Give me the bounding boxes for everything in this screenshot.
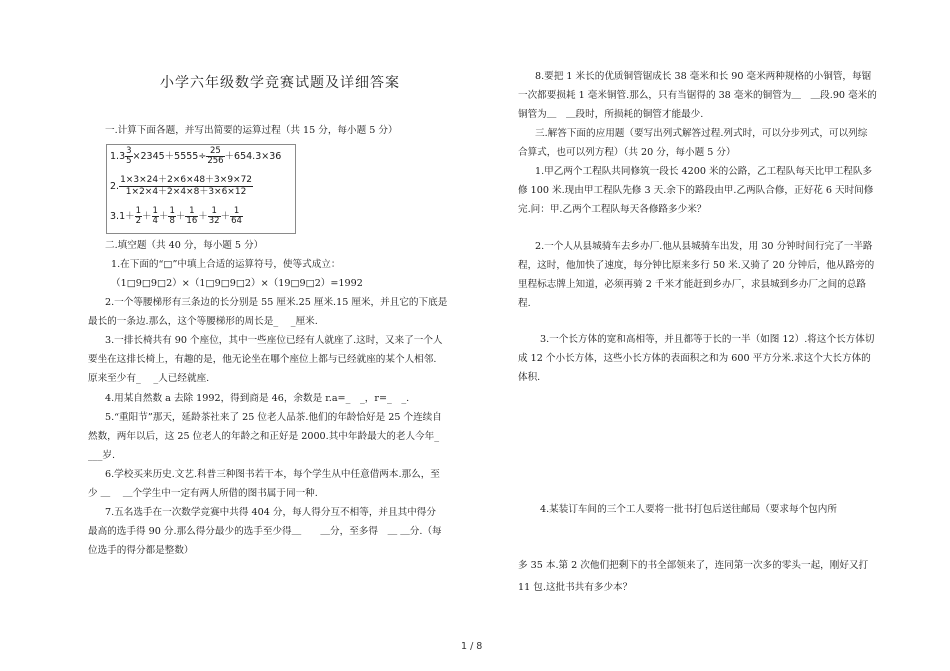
app-question-2-line-2: 程，这时，他加快了速度，每分钟比原来多行 50 米.又骑了 20 分钟后，他从路旁的 bbox=[518, 260, 875, 271]
calc-2-prefix: 2. bbox=[110, 181, 120, 192]
question-4: 4.用某自然数 a 去除 1992，得到商是 46，余数是 r.a=_ _，r=_ _. bbox=[105, 393, 410, 404]
page-title: 小学六年级数学竞赛试题及详细答案 bbox=[160, 75, 400, 91]
calc-1-prefix: 1.3 bbox=[110, 151, 126, 162]
fraction-denominator: 1×2×4＋2×4×8＋3×6×12 bbox=[125, 187, 247, 197]
question-3-line-1: 3.一排长椅共有 90 个座位，其中一些座位已经有人就座了.这时，又来了一个人 bbox=[105, 335, 443, 346]
question-1-line-1: 1.在下面的“□”中填上合适的运算符号，使等式成立： bbox=[111, 259, 341, 270]
calc-3-fraction-2 bbox=[152, 207, 159, 226]
fraction-numerator: 3 bbox=[126, 146, 132, 156]
question-1-line-2: （1□9□9□2）×（1□9□9□2）×（19□9□2）=1992 bbox=[111, 278, 363, 289]
section-3-heading-line-2: 合算式，也可以列方程）（共 20 分，每小题 5 分） bbox=[518, 147, 736, 158]
app-question-4-line-2: 多 35 本.第 2 次他们把剩下的书全部领来了，连同第一次多的零头一起，刚好又打 bbox=[518, 560, 869, 571]
question-6-line-2: 少 ＿ ＿个学生中一定有两人所借的图书属于同一种. bbox=[88, 488, 318, 499]
calc-1-fraction-2 bbox=[206, 147, 224, 166]
app-question-1-line-1: 1.甲乙两个工程队共同修筑一段长 4200 米的公路，乙工程队每天比甲工程队多 bbox=[535, 166, 873, 177]
app-question-3-line-2: 成 12 个小长方体，这些小长方体的表面积之和为 600 平方分米.求这个大长方体的 bbox=[518, 353, 871, 364]
section-1-heading: 一.计算下面各题，并写出简要的运算过程（共 15 分，每小题 5 分） bbox=[105, 125, 398, 136]
calc-problem-3: 3.1＋ $\frac{1}{2}$ ＋ $\frac{1}{4}$ ＋ $\frac{1}{8}$ ＋ $\frac{1}{16}$ ＋ $\frac{1}{32}$ ＋ $\frac{1}{64}$ bbox=[110, 206, 242, 226]
fraction-numerator: 1×3×24＋2×6×48＋3×9×72 bbox=[120, 175, 253, 185]
calc-3-prefix: 3.1＋ bbox=[110, 211, 135, 222]
fraction-denominator: 32 bbox=[208, 216, 220, 226]
question-8-line-3: 铜管为＿ ＿段时，所损耗的铜管才能最少. bbox=[518, 109, 704, 120]
fraction-denominator: 2 bbox=[135, 216, 142, 226]
app-question-3-line-3: 体积. bbox=[518, 372, 541, 383]
fraction-numerator: 1 bbox=[135, 206, 142, 216]
question-5-line-1: 5.“重阳节”那天，延龄茶社来了 25 位老人品茶.他们的年龄恰好是 25 个连续自 bbox=[105, 412, 442, 423]
question-7-line-3: 位选手的得分都是整数） bbox=[88, 545, 194, 556]
calc-3-fraction-1 bbox=[135, 207, 142, 226]
question-2-line-2: 最长的一条边.那么，这个等腰梯形的周长是_ _厘米. bbox=[88, 316, 318, 327]
calc-2-fraction bbox=[119, 175, 253, 198]
app-question-2-line-3: 里程标志牌上知道，必须再骑 2 千米才能赶到乡办厂，求县城到乡办厂之间的总路 bbox=[518, 279, 866, 290]
question-8-line-2: 一次都要损耗 1 毫米铜管.那么，只有当锯得的 38 毫米的铜管为＿ ＿段.90 毫米的 bbox=[518, 90, 877, 101]
fraction-numerator: 1 bbox=[208, 207, 221, 217]
calc-3-fraction-6 bbox=[230, 207, 243, 226]
app-question-4-line-1: 4.某装订车间的三个工人要将一批书打包后送往邮局（要求每个包内所 bbox=[540, 504, 837, 515]
app-question-2-line-1: 2.一个人从县城骑车去乡办厂.他从县城骑车出发，用 30 分钟时间行完了一半路 bbox=[535, 241, 873, 252]
calc-1-middle: ×2345＋5555÷ bbox=[132, 151, 207, 162]
fraction-denominator: 256 bbox=[207, 156, 224, 166]
fraction-numerator: 25 bbox=[206, 147, 224, 157]
fraction-denominator: 64 bbox=[231, 216, 242, 226]
app-question-2-line-4: 程. bbox=[518, 298, 531, 309]
calc-1-fraction-1 bbox=[125, 147, 132, 166]
fraction-denominator: 8 bbox=[169, 216, 175, 226]
calc-3-fraction-3 bbox=[168, 207, 175, 226]
section-2-heading: 二.填空题（共 40 分，每小题 5 分） bbox=[105, 240, 264, 251]
question-8-line-1: 8.要把 1 米长的优质铜管锯成长 38 毫米和长 90 毫米两种规格的小铜管，每锯 bbox=[535, 71, 872, 82]
app-question-3-line-1: 3.一个长方体的宽和高相等，并且都等于长的一半（如图 12）.将这个长方体切 bbox=[540, 334, 875, 345]
calc-problem-1 bbox=[110, 147, 281, 166]
question-2-line-1: 2.一个等腰梯形有三条边的长分别是 55 厘米.25 厘米.15 厘米，并且它的下底是 bbox=[105, 297, 448, 308]
fraction-denominator: 16 bbox=[186, 216, 198, 226]
calculation-problems-box bbox=[106, 144, 296, 234]
app-question-1-line-2: 修 100 米.现由甲工程队先修 3 天.余下的路段由甲.乙两队合修，正好花 6 天时间修 bbox=[518, 185, 874, 196]
question-7-line-2: 最高的选手得 90 分.那么得分最少的选手至少得＿ ＿分，至多得 ＿ ＿分.（每 bbox=[88, 526, 442, 537]
question-6-line-1: 6.学校买来历史.文艺.科普三种图书若干本，每个学生从中任意借两本.那么，至 bbox=[105, 469, 440, 480]
page-number: 1 / 8 bbox=[461, 641, 483, 652]
fraction-numerator: 1 bbox=[230, 207, 243, 217]
calc-1-suffix: ＋654.3×36 bbox=[224, 151, 282, 162]
question-5-line-3: ___岁. bbox=[88, 450, 116, 461]
app-question-4-line-3: 11 包.这批书共有多少本？ bbox=[518, 582, 633, 593]
question-5-line-2: 然数，两年以后，这 25 位老人的年龄之和正好是 2000.其中年龄最大的老人今年_ bbox=[88, 431, 440, 442]
app-question-1-line-3: 完.问：甲.乙两个工程队每天各修路多少米？ bbox=[518, 204, 707, 215]
calc-3-fraction-5 bbox=[208, 207, 221, 226]
question-3-line-3: 原来至少有_ _人已经就座. bbox=[88, 373, 210, 384]
fraction-denominator: 4 bbox=[152, 216, 158, 226]
question-3-line-2: 要坐在这排长椅上，有趣的是，他无论坐在哪个座位上都与已经就座的某个人相邻. bbox=[88, 354, 437, 365]
fraction-numerator: 1 bbox=[152, 206, 158, 216]
fraction-numerator: 1 bbox=[169, 206, 175, 216]
section-3-heading-line-1: 三.解答下面的应用题（要写出列式解答过程.列式时，可以分步列式，可以列综 bbox=[535, 128, 868, 139]
calc-3-fraction-4 bbox=[185, 207, 198, 226]
fraction-denominator: 5 bbox=[126, 156, 132, 166]
question-7-line-1: 7.五名选手在一次数学竞赛中共得 404 分，每人得分互不相等，并且其中得分 bbox=[105, 507, 436, 518]
calc-problem-2 bbox=[110, 175, 253, 198]
fraction-numerator: 1 bbox=[185, 207, 198, 217]
